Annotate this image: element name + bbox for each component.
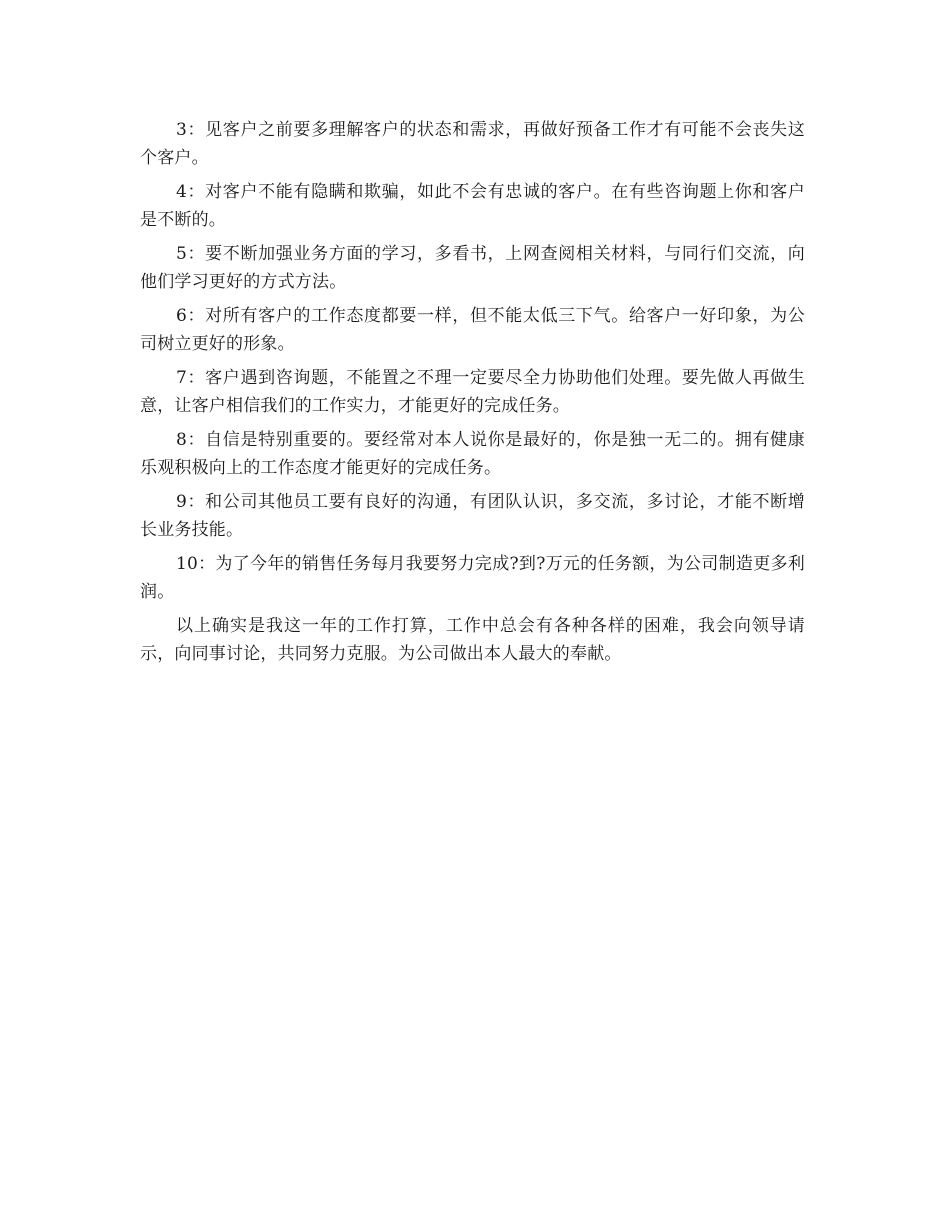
paragraph-item-8: 8：自信是特别重要的。要经常对本人说你是最好的，你是独一无二的。拥有健康乐观积极向上的工作态度才能更好的完成任务。 xyxy=(140,430,805,478)
paragraph-conclusion: 以上确实是我这一年的工作打算，工作中总会有各种各样的困难，我会向领导请示，向同事讨论，共同努力克服。为公司做出本人最大的奉献。 xyxy=(140,616,805,664)
paragraph-item-5: 5：要不断加强业务方面的学习，多看书，上网查阅相关材料，与同行们交流，向他们学习更好的方式方法。 xyxy=(140,244,805,292)
paragraph-item-7: 7：客户遇到咨询题，不能置之不理一定要尽全力协助他们处理。要先做人再做生意，让客户相信我们的工作实力，才能更好的完成任务。 xyxy=(140,368,805,416)
document-body xyxy=(140,116,805,674)
paragraph-item-9: 9：和公司其他员工要有良好的沟通，有团队认识，多交流，多讨论，才能不断增长业务技能。 xyxy=(140,492,805,540)
paragraph-item-10: 10：为了今年的销售任务每月我要努力完成?到?万元的任务额，为公司制造更多利润。 xyxy=(140,554,805,602)
paragraph-item-6: 6：对所有客户的工作态度都要一样，但不能太低三下气。给客户一好印象，为公司树立更好的形象。 xyxy=(140,306,805,354)
paragraph-item-4: 4：对客户不能有隐瞒和欺骗，如此不会有忠诚的客户。在有些咨询题上你和客户是不断的。 xyxy=(140,182,805,230)
paragraph-item-3: 3：见客户之前要多理解客户的状态和需求，再做好预备工作才有可能不会丧失这个客户。 xyxy=(140,120,805,168)
